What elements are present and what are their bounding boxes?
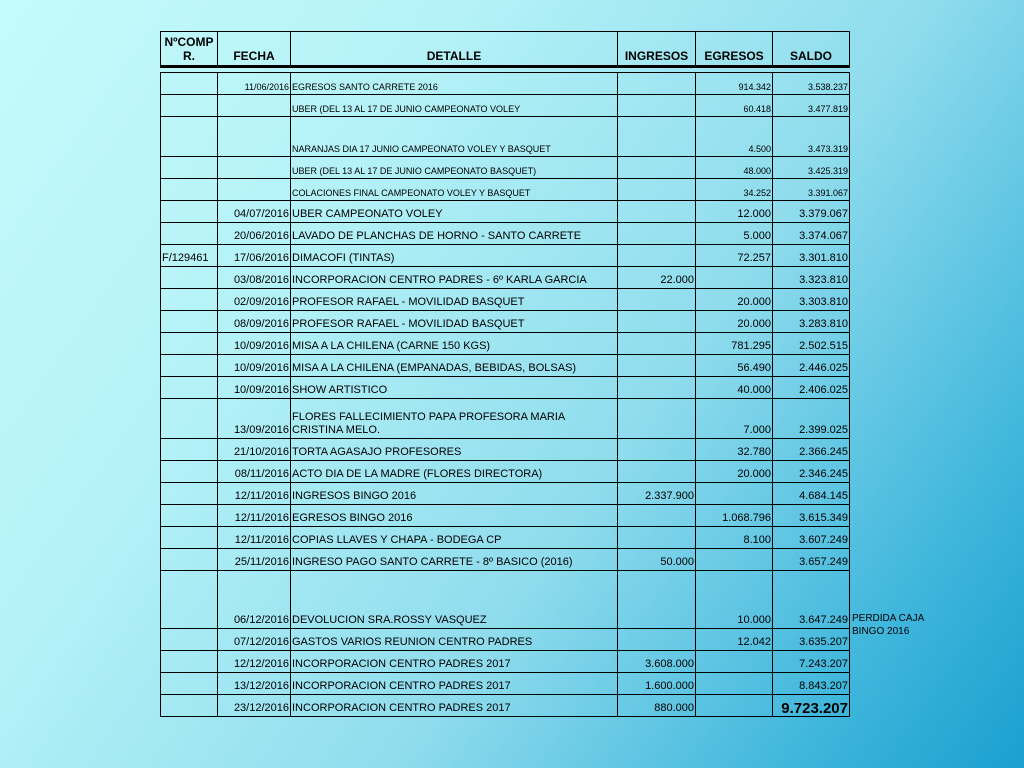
cell-ingresos: [618, 399, 696, 439]
cell-detalle: COPIAS LLAVES Y CHAPA - BODEGA CP: [291, 527, 618, 549]
cell-detalle: INGRESO PAGO SANTO CARRETE - 8º BASICO (2016): [291, 549, 618, 571]
cell-ingresos: [618, 505, 696, 527]
cell-egresos: [696, 483, 773, 505]
cell-ingresos: [618, 223, 696, 245]
header-fecha: FECHA: [218, 32, 291, 67]
cell-comp: [161, 311, 218, 333]
table-row: [161, 223, 850, 245]
table-row: [161, 201, 850, 223]
cell-egresos: 781.295: [696, 333, 773, 355]
table-row: [161, 311, 850, 333]
cell-saldo: 3.374.067: [773, 223, 850, 245]
cell-fecha: 17/06/2016: [218, 245, 291, 267]
cell-egresos: 12.000: [696, 201, 773, 223]
table-row: [161, 377, 850, 399]
cell-fecha: 13/12/2016: [218, 673, 291, 695]
side-note: PERDIDA CAJA BINGO 2016: [852, 613, 924, 637]
cell-saldo: 2.502.515: [773, 333, 850, 355]
header-saldo: SALDO: [773, 32, 850, 67]
cell-detalle: PROFESOR RAFAEL - MOVILIDAD BASQUET: [291, 289, 618, 311]
cell-egresos: 7.000: [696, 399, 773, 439]
cell-fecha: 12/11/2016: [218, 505, 291, 527]
cell-egresos: 72.257: [696, 245, 773, 267]
ledger-header: [160, 31, 850, 68]
cell-egresos: 914.342: [696, 73, 773, 95]
cell-saldo: 3.379.067: [773, 201, 850, 223]
cell-comp: [161, 673, 218, 695]
cell-saldo: 2.406.025: [773, 377, 850, 399]
cell-detalle: INCORPORACION CENTRO PADRES 2017: [291, 673, 618, 695]
cell-ingresos: [618, 179, 696, 201]
cell-comp: [161, 505, 218, 527]
cell-detalle: ACTO DIA DE LA MADRE (FLORES DIRECTORA): [291, 461, 618, 483]
cell-detalle: UBER CAMPEONATO VOLEY: [291, 201, 618, 223]
cell-egresos: 20.000: [696, 311, 773, 333]
cell-fecha: [218, 157, 291, 179]
header-comp: NºCOMP R.: [161, 32, 218, 67]
ledger-table: [160, 72, 850, 717]
table-row: [161, 355, 850, 377]
cell-detalle: NARANJAS DIA 17 JUNIO CAMPEONATO VOLEY Y BASQUET: [291, 117, 618, 157]
table-row: [161, 549, 850, 571]
cell-fecha: 06/12/2016: [218, 571, 291, 629]
table-row: [161, 179, 850, 201]
cell-ingresos: [618, 245, 696, 267]
table-row: [161, 527, 850, 549]
cell-ingresos: 2.337.900: [618, 483, 696, 505]
cell-egresos: 12.042: [696, 629, 773, 651]
cell-detalle: TORTA AGASAJO PROFESORES: [291, 439, 618, 461]
cell-detalle: LAVADO DE PLANCHAS DE HORNO - SANTO CARRETE: [291, 223, 618, 245]
table-row: [161, 505, 850, 527]
cell-comp: [161, 201, 218, 223]
cell-detalle: PROFESOR RAFAEL - MOVILIDAD BASQUET: [291, 311, 618, 333]
cell-comp: [161, 267, 218, 289]
cell-fecha: 25/11/2016: [218, 549, 291, 571]
cell-comp: [161, 549, 218, 571]
cell-detalle: DIMACOFI (TINTAS): [291, 245, 618, 267]
cell-egresos: 4.500: [696, 117, 773, 157]
cell-detalle: INCORPORACION CENTRO PADRES 2017: [291, 651, 618, 673]
table-row: [161, 333, 850, 355]
cell-detalle: EGRESOS SANTO CARRETE 2016: [291, 73, 618, 95]
cell-saldo: 3.323.810: [773, 267, 850, 289]
cell-saldo: 3.477.819: [773, 95, 850, 117]
cell-saldo: 2.446.025: [773, 355, 850, 377]
cell-egresos: 34.252: [696, 179, 773, 201]
cell-comp: [161, 355, 218, 377]
cell-fecha: 03/08/2016: [218, 267, 291, 289]
cell-comp: [161, 461, 218, 483]
cell-comp: [161, 117, 218, 157]
cell-ingresos: [618, 629, 696, 651]
cell-fecha: [218, 117, 291, 157]
cell-comp: [161, 439, 218, 461]
table-row: [161, 267, 850, 289]
cell-comp: [161, 483, 218, 505]
cell-fecha: 23/12/2016: [218, 695, 291, 717]
cell-saldo: 2.366.245: [773, 439, 850, 461]
cell-ingresos: [618, 117, 696, 157]
cell-fecha: 12/11/2016: [218, 483, 291, 505]
cell-saldo: 3.538.237: [773, 73, 850, 95]
header-detalle: DETALLE: [291, 32, 618, 67]
cell-saldo: 3.301.810: [773, 245, 850, 267]
cell-comp: [161, 289, 218, 311]
table-row: [161, 483, 850, 505]
header-ingresos: INGRESOS: [618, 32, 696, 67]
cell-saldo: 3.607.249: [773, 527, 850, 549]
cell-saldo: 3.303.810: [773, 289, 850, 311]
cell-ingresos: 880.000: [618, 695, 696, 717]
cell-detalle: COLACIONES FINAL CAMPEONATO VOLEY Y BASQUET: [291, 179, 618, 201]
cell-detalle: UBER (DEL 13 AL 17 DE JUNIO CAMPEONATO BASQUET): [291, 157, 618, 179]
cell-ingresos: [618, 333, 696, 355]
cell-comp: [161, 73, 218, 95]
cell-ingresos: [618, 95, 696, 117]
cell-detalle: DEVOLUCION SRA.ROSSY VASQUEZ: [291, 571, 618, 629]
cell-egresos: 20.000: [696, 461, 773, 483]
cell-saldo: 4.684.145: [773, 483, 850, 505]
cell-ingresos: [618, 355, 696, 377]
table-row: [161, 629, 850, 651]
cell-saldo: 2.346.245: [773, 461, 850, 483]
table-row: [161, 95, 850, 117]
table-row: [161, 289, 850, 311]
cell-ingresos: [618, 311, 696, 333]
cell-egresos: 32.780: [696, 439, 773, 461]
cell-comp: [161, 377, 218, 399]
cell-ingresos: 3.608.000: [618, 651, 696, 673]
table-row: [161, 461, 850, 483]
cell-saldo: 7.243.207: [773, 651, 850, 673]
header-egresos: EGRESOS: [696, 32, 773, 67]
cell-saldo: 8.843.207: [773, 673, 850, 695]
cell-fecha: [218, 95, 291, 117]
cell-egresos: [696, 549, 773, 571]
cell-ingresos: [618, 461, 696, 483]
cell-egresos: 8.100: [696, 527, 773, 549]
cell-fecha: 08/09/2016: [218, 311, 291, 333]
cell-egresos: 5.000: [696, 223, 773, 245]
cell-comp: [161, 651, 218, 673]
cell-egresos: 10.000: [696, 571, 773, 629]
cell-fecha: 12/12/2016: [218, 651, 291, 673]
cell-fecha: 10/09/2016: [218, 333, 291, 355]
cell-ingresos: [618, 201, 696, 223]
cell-detalle: SHOW ARTISTICO: [291, 377, 618, 399]
cell-detalle: GASTOS VARIOS REUNION CENTRO PADRES: [291, 629, 618, 651]
cell-saldo: 9.723.207: [773, 695, 850, 717]
cell-fecha: 10/09/2016: [218, 355, 291, 377]
cell-comp: F/129461: [161, 245, 218, 267]
cell-ingresos: [618, 289, 696, 311]
table-row: [161, 571, 850, 629]
cell-egresos: 56.490: [696, 355, 773, 377]
cell-egresos: [696, 267, 773, 289]
cell-detalle: MISA A LA CHILENA (EMPANADAS, BEBIDAS, BOLSAS): [291, 355, 618, 377]
table-row: [161, 399, 850, 439]
cell-saldo: 3.425.319: [773, 157, 850, 179]
cell-fecha: 08/11/2016: [218, 461, 291, 483]
cell-fecha: 07/12/2016: [218, 629, 291, 651]
cell-fecha: 10/09/2016: [218, 377, 291, 399]
cell-fecha: 11/06/2016: [218, 73, 291, 95]
cell-saldo: 3.473.319: [773, 117, 850, 157]
cell-saldo: 3.615.349: [773, 505, 850, 527]
table-row: [161, 651, 850, 673]
cell-detalle: INCORPORACION CENTRO PADRES - 6º KARLA GARCIA: [291, 267, 618, 289]
cell-detalle: INCORPORACION CENTRO PADRES 2017: [291, 695, 618, 717]
cell-fecha: 20/06/2016: [218, 223, 291, 245]
cell-detalle: MISA A LA CHILENA (CARNE 150 KGS): [291, 333, 618, 355]
cell-comp: [161, 695, 218, 717]
cell-egresos: [696, 673, 773, 695]
cell-egresos: [696, 695, 773, 717]
cell-ingresos: 1.600.000: [618, 673, 696, 695]
cell-fecha: 04/07/2016: [218, 201, 291, 223]
cell-comp: [161, 223, 218, 245]
cell-fecha: 21/10/2016: [218, 439, 291, 461]
cell-ingresos: [618, 571, 696, 629]
table-row: [161, 695, 850, 717]
cell-egresos: 60.418: [696, 95, 773, 117]
cell-fecha: 13/09/2016: [218, 399, 291, 439]
cell-comp: [161, 157, 218, 179]
cell-comp: [161, 399, 218, 439]
cell-comp: [161, 571, 218, 629]
cell-ingresos: 22.000: [618, 267, 696, 289]
cell-comp: [161, 95, 218, 117]
cell-fecha: [218, 179, 291, 201]
cell-comp: [161, 629, 218, 651]
cell-ingresos: [618, 439, 696, 461]
cell-ingresos: [618, 527, 696, 549]
cell-egresos: [696, 651, 773, 673]
cell-saldo: 2.399.025: [773, 399, 850, 439]
cell-comp: [161, 179, 218, 201]
cell-detalle: INGRESOS BINGO 2016: [291, 483, 618, 505]
cell-ingresos: 50.000: [618, 549, 696, 571]
cell-ingresos: [618, 377, 696, 399]
cell-egresos: 40.000: [696, 377, 773, 399]
table-row: [161, 157, 850, 179]
cell-comp: [161, 333, 218, 355]
table-row: [161, 245, 850, 267]
cell-egresos: 1.068.796: [696, 505, 773, 527]
cell-saldo: 3.635.207: [773, 629, 850, 651]
cell-saldo: 3.657.249: [773, 549, 850, 571]
cell-comp: [161, 527, 218, 549]
cell-fecha: 12/11/2016: [218, 527, 291, 549]
cell-detalle: EGRESOS BINGO 2016: [291, 505, 618, 527]
cell-egresos: 20.000: [696, 289, 773, 311]
table-row: [161, 439, 850, 461]
cell-fecha: 02/09/2016: [218, 289, 291, 311]
cell-detalle: FLORES FALLECIMIENTO PAPA PROFESORA MARIA CRISTINA MELO.: [291, 399, 618, 439]
table-row: [161, 673, 850, 695]
table-row: [161, 73, 850, 95]
cell-detalle: UBER (DEL 13 AL 17 DE JUNIO CAMPEONATO VOLEY: [291, 95, 618, 117]
cell-ingresos: [618, 73, 696, 95]
cell-ingresos: [618, 157, 696, 179]
table-row: [161, 117, 850, 157]
cell-saldo: 3.391.067: [773, 179, 850, 201]
cell-saldo: 3.647.249: [773, 571, 850, 629]
cell-egresos: 48.000: [696, 157, 773, 179]
cell-saldo: 3.283.810: [773, 311, 850, 333]
